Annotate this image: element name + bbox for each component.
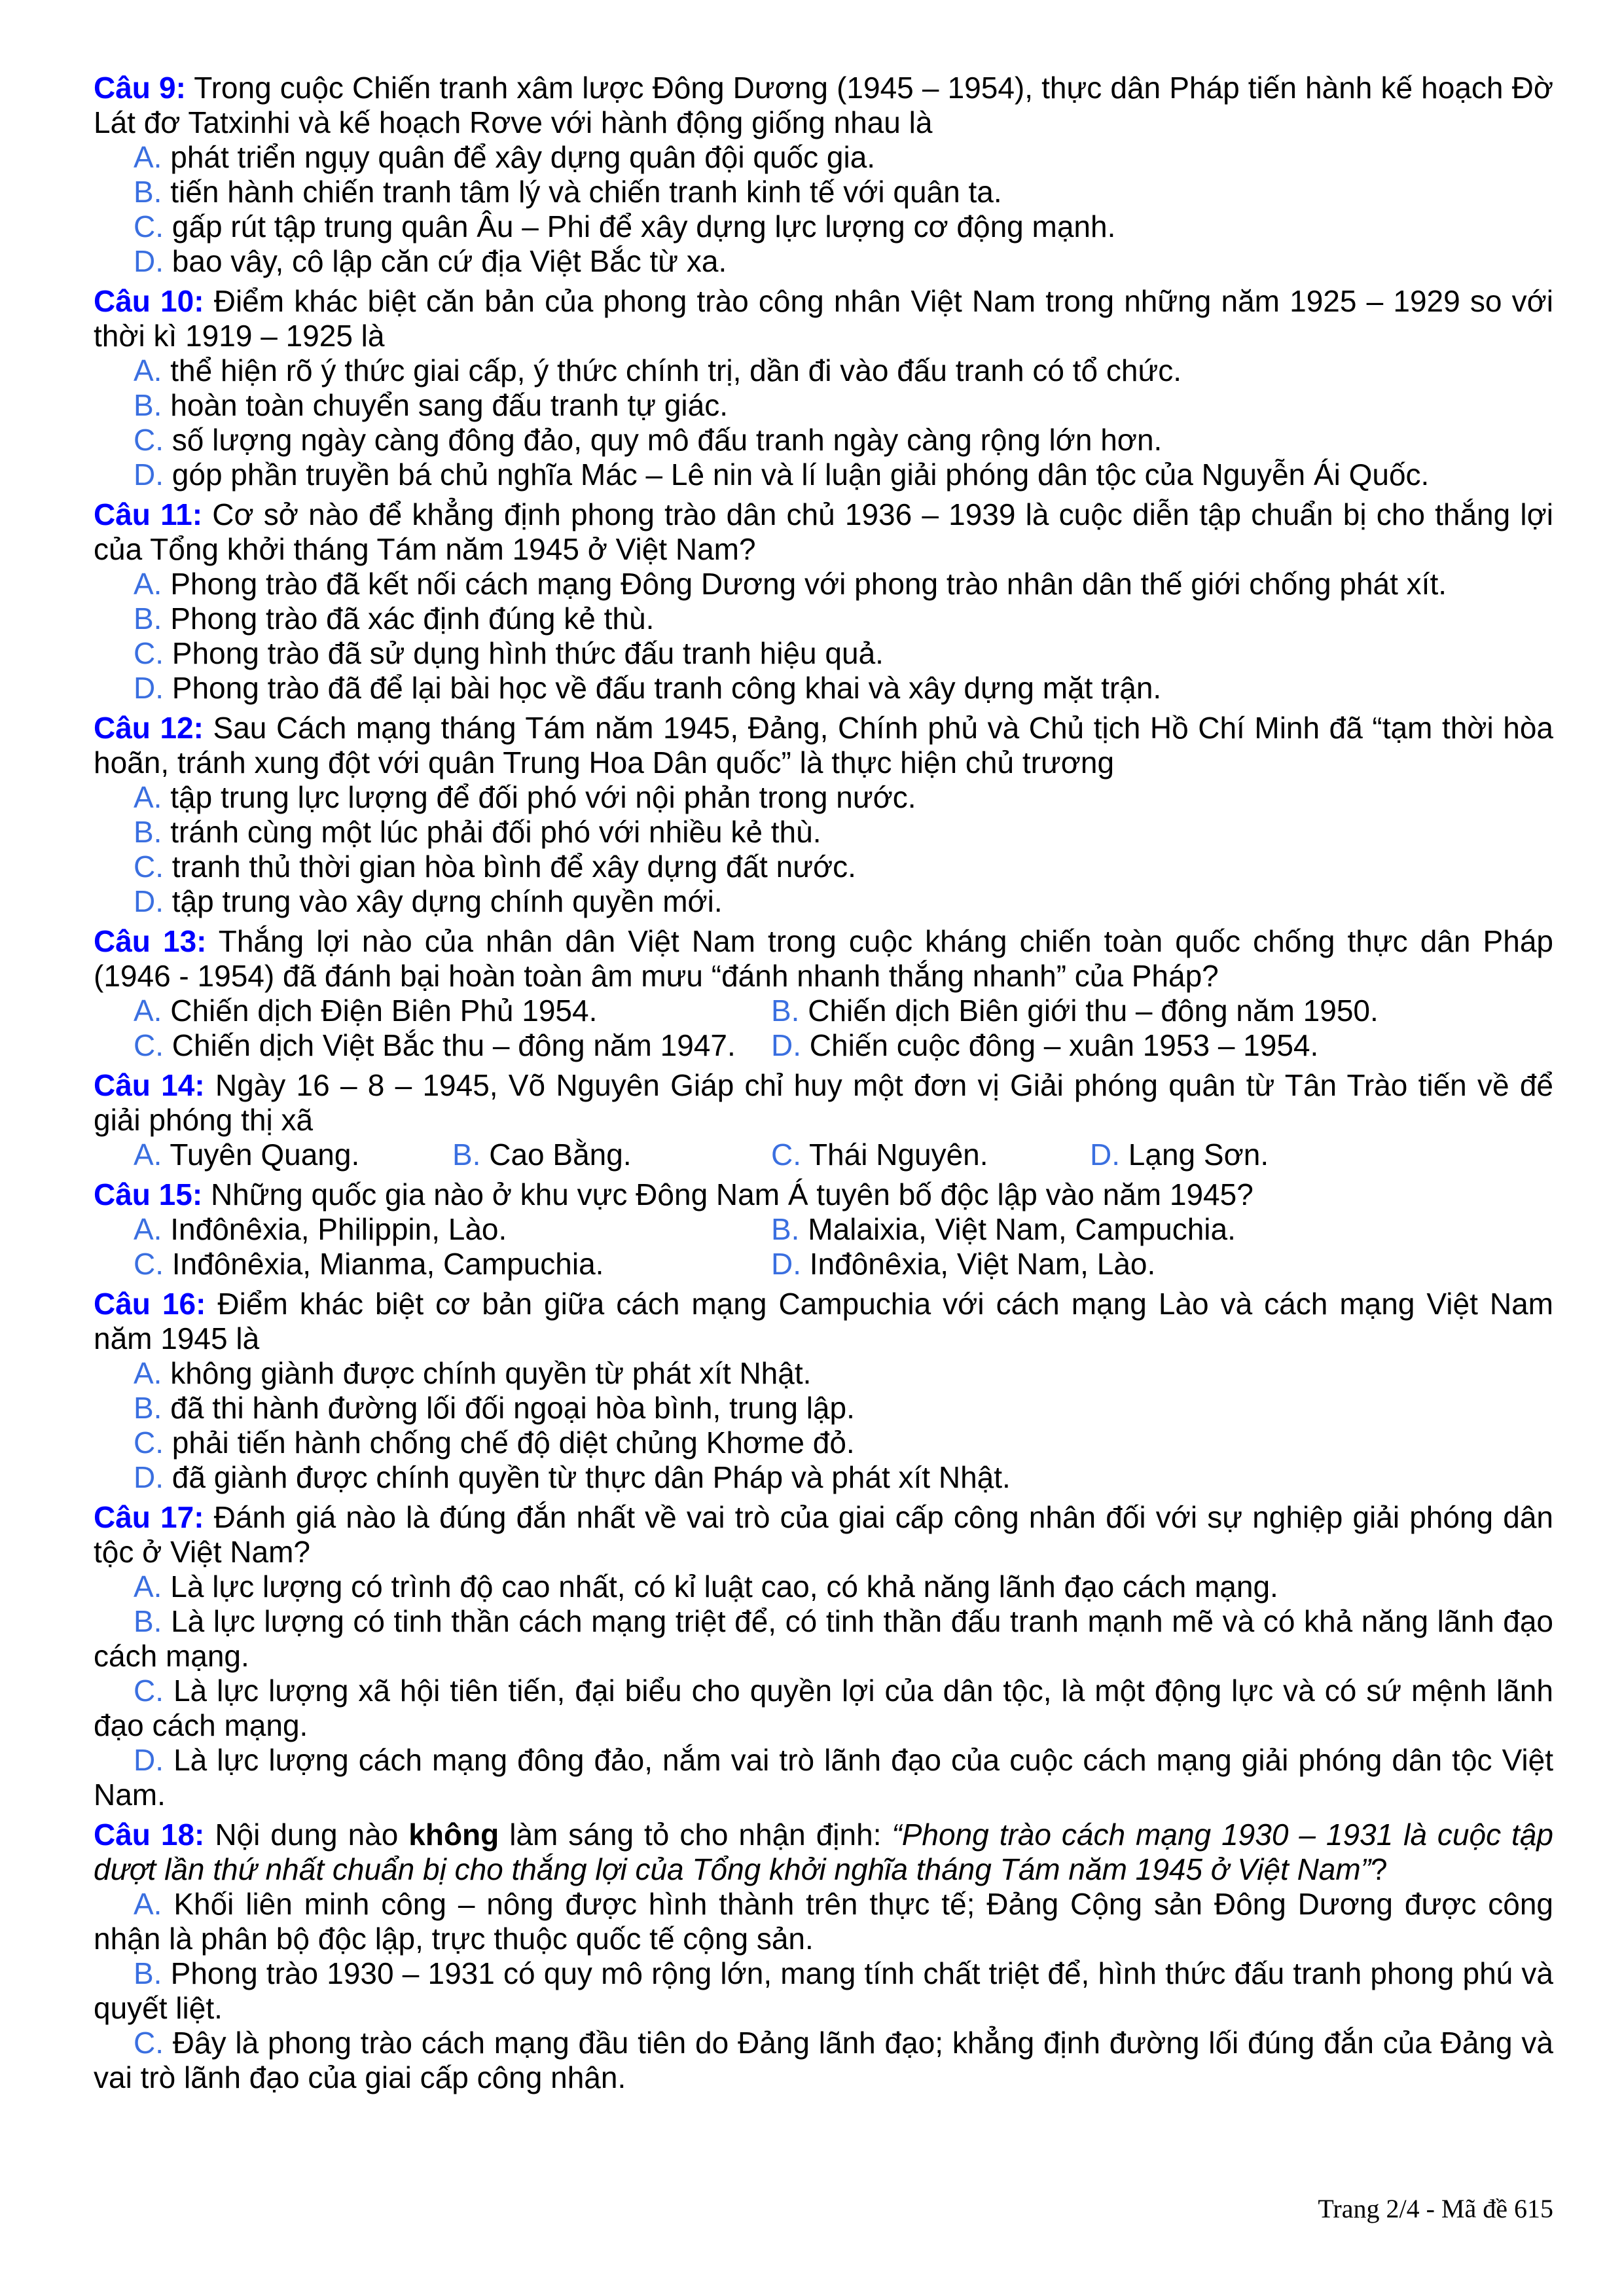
option-text: Inđônêxia, Mianma, Campuchia. xyxy=(171,1247,604,1281)
option-letter: D. xyxy=(134,1743,164,1777)
option-d xyxy=(94,1460,1553,1495)
option-text: đã thi hành đường lối đối ngoại hòa bình, trung lập. xyxy=(170,1391,855,1425)
option-letter: C. xyxy=(134,850,164,884)
question-stem xyxy=(94,1068,1553,1138)
option-a xyxy=(94,353,1553,388)
option-text: tiến hành chiến tranh tâm lý và chiến tranh kinh tế với quân ta. xyxy=(170,175,1002,209)
option-text: Phong trào đã sử dụng hình thức đấu tranh hiệu quả. xyxy=(171,636,884,670)
option-letter: A. xyxy=(134,1138,162,1172)
option-c xyxy=(771,1138,1090,1172)
option-letter: C. xyxy=(134,636,164,670)
option-letter: C. xyxy=(134,2026,164,2060)
option-letter: A. xyxy=(134,994,162,1028)
option-letter: C. xyxy=(134,423,164,457)
option-c xyxy=(94,2026,1553,2095)
question-number: Câu 15: xyxy=(94,1177,203,1211)
option-letter: C. xyxy=(134,209,164,243)
option-letter: B. xyxy=(134,815,162,849)
question-emphasis: không xyxy=(408,1818,499,1852)
question-text: Nội dung nào xyxy=(215,1818,409,1852)
option-c xyxy=(94,636,1553,671)
option-letter: A. xyxy=(134,140,162,174)
option-text: phải tiến hành chống chế độ diệt chủng Khơme đỏ. xyxy=(171,1426,855,1460)
option-text: Tuyên Quang. xyxy=(170,1138,360,1172)
option-text: tập trung vào xây dựng chính quyền mới. xyxy=(171,884,723,918)
option-text: Phong trào đã để lại bài học về đấu tranh công khai và xây dựng mặt trận. xyxy=(171,671,1162,705)
option-text: Chiến cuộc đông – xuân 1953 – 1954. xyxy=(809,1028,1319,1062)
option-text: Khối liên minh công – nông được hình thành trên thực tế; Đảng Cộng sản Đông Dương được công nhận là phân bộ độc lập, trực thuộc quốc tế cộng sản. xyxy=(94,1887,1553,1956)
option-letter: A. xyxy=(134,567,162,601)
option-letter: B. xyxy=(134,1391,162,1425)
question-12 xyxy=(94,711,1553,919)
option-text: Phong trào 1930 – 1931 có quy mô rộng lớn, mang tính chất triệt để, hình thức đấu tranh phong phú và quyết liệt. xyxy=(94,1956,1553,2025)
question-number: Câu 9: xyxy=(94,71,186,105)
exam-page xyxy=(94,71,1553,2095)
option-text: Chiến dịch Điện Biên Phủ 1954. xyxy=(170,994,598,1028)
question-text: Đánh giá nào là đúng đắn nhất về vai trò của giai cấp công nhân đối với sự nghiệp giải phóng dân tộc ở Việt Nam? xyxy=(94,1500,1554,1569)
option-text: gấp rút tập trung quân Âu – Phi để xây dựng lực lượng cơ động mạnh. xyxy=(171,209,1116,243)
question-number: Câu 14: xyxy=(94,1068,205,1102)
question-number: Câu 17: xyxy=(94,1500,204,1534)
question-text: Ngày 16 – 8 – 1945, Võ Nguyên Giáp chỉ huy một đơn vị Giải phóng quân từ Tân Trào tiến về để giải phóng thị xã xyxy=(94,1068,1553,1137)
option-letter: B. xyxy=(452,1138,481,1172)
option-letter: A. xyxy=(134,1570,162,1604)
question-stem xyxy=(94,1177,1553,1212)
option-letter: D. xyxy=(134,884,164,918)
option-text: Malaixia, Việt Nam, Campuchia. xyxy=(808,1212,1236,1246)
options-grid xyxy=(94,1138,1553,1172)
option-letter: C. xyxy=(134,1247,164,1281)
option-letter: C. xyxy=(134,1674,164,1708)
option-a xyxy=(134,1138,452,1172)
option-text: số lượng ngày càng đông đảo, quy mô đấu tranh ngày càng rộng lớn hơn. xyxy=(171,423,1163,457)
option-text: Phong trào đã kết nối cách mạng Đông Dương với phong trào nhân dân thế giới chống phát xít. xyxy=(170,567,1447,601)
option-text: Thái Nguyên. xyxy=(808,1138,988,1172)
question-text: Trong cuộc Chiến tranh xâm lược Đông Dương (1945 – 1954), thực dân Pháp tiến hành kế hoạch Đờ Lát đơ Tatxinhi và kế hoạch Rơve với hành động giống nhau là xyxy=(94,71,1553,139)
question-text: ? xyxy=(1371,1852,1388,1886)
option-text: Là lực lượng cách mạng đông đảo, nắm vai trò lãnh đạo của cuộc cách mạng giải phóng dân tộc Việt Nam. xyxy=(94,1743,1554,1812)
option-letter: B. xyxy=(771,1212,800,1246)
question-9 xyxy=(94,71,1553,279)
options-grid xyxy=(94,994,1553,1063)
option-letter: D. xyxy=(1090,1138,1120,1172)
option-letter: D. xyxy=(771,1028,801,1062)
option-a xyxy=(94,780,1553,815)
option-text: Inđônêxia, Việt Nam, Lào. xyxy=(809,1247,1156,1281)
option-a xyxy=(94,140,1553,175)
option-d xyxy=(771,1028,1553,1063)
option-b xyxy=(94,1956,1553,2026)
option-letter: C. xyxy=(134,1426,164,1460)
question-number: Câu 18: xyxy=(94,1818,205,1852)
option-c xyxy=(94,1674,1553,1743)
option-letter: B. xyxy=(134,388,162,422)
option-a xyxy=(134,1212,771,1247)
option-letter: A. xyxy=(134,1212,162,1246)
option-text: Inđônêxia, Philippin, Lào. xyxy=(170,1212,507,1246)
option-b xyxy=(94,175,1553,209)
option-d xyxy=(94,884,1553,919)
option-text: tranh thủ thời gian hòa bình để xây dựng đất nước. xyxy=(171,850,856,884)
option-letter: A. xyxy=(134,1356,162,1390)
option-letter: B. xyxy=(134,1604,162,1638)
option-d xyxy=(94,457,1553,492)
question-stem xyxy=(94,711,1553,780)
option-letter: B. xyxy=(134,601,162,636)
option-c xyxy=(94,209,1553,244)
question-text: làm sáng tỏ cho nhận định: xyxy=(499,1818,892,1852)
question-number: Câu 10: xyxy=(94,284,204,318)
question-16 xyxy=(94,1287,1553,1495)
options-grid xyxy=(94,1212,1553,1282)
option-text: Đây là phong trào cách mạng đầu tiên do Đảng lãnh đạo; khẳng định đường lối đúng đắn của Đảng và vai trò lãnh đạo của giai cấp công nhân. xyxy=(94,2026,1553,2094)
question-stem xyxy=(94,284,1553,353)
option-letter: A. xyxy=(134,1887,162,1921)
option-text: tập trung lực lượng để đối phó với nội phản trong nước. xyxy=(170,780,916,814)
option-c xyxy=(134,1028,771,1063)
option-d xyxy=(771,1247,1553,1282)
option-b xyxy=(94,1604,1553,1674)
question-number: Câu 13: xyxy=(94,924,207,958)
question-number: Câu 12: xyxy=(94,711,204,745)
question-text: Sau Cách mạng tháng Tám năm 1945, Đảng, Chính phủ và Chủ tịch Hồ Chí Minh đã “tạm thời hòa hoãn, tránh xung đột với quân Trung Hoa Dân quốc” là thực hiện chủ trương xyxy=(94,711,1554,780)
option-letter: B. xyxy=(134,1956,162,1990)
option-letter: B. xyxy=(134,175,162,209)
option-b xyxy=(94,1391,1553,1426)
option-text: hoàn toàn chuyển sang đấu tranh tự giác. xyxy=(170,388,728,422)
option-letter: D. xyxy=(134,671,164,705)
option-letter: D. xyxy=(134,244,164,278)
question-stem xyxy=(94,1500,1553,1570)
option-letter: B. xyxy=(771,994,800,1028)
question-text: Thắng lợi nào của nhân dân Việt Nam trong cuộc kháng chiến toàn quốc chống thực dân Pháp (1946 - 1954) đã đánh bại hoàn toàn âm mưu “đánh nhanh thắng nhanh” của Pháp? xyxy=(94,924,1553,993)
question-stem xyxy=(94,924,1553,994)
option-a xyxy=(94,567,1553,601)
option-letter: D. xyxy=(134,1460,164,1494)
option-a xyxy=(94,1356,1553,1391)
question-stem xyxy=(94,497,1553,567)
option-text: không giành được chính quyền từ phát xít Nhật. xyxy=(170,1356,812,1390)
option-text: thể hiện rõ ý thức giai cấp, ý thức chính trị, dần đi vào đấu tranh có tổ chức. xyxy=(170,353,1182,387)
option-b xyxy=(94,815,1553,850)
option-letter: D. xyxy=(771,1247,801,1281)
page-footer: Trang 2/4 - Mã đề 615 xyxy=(1318,2194,1553,2223)
option-text: Chiến dịch Biên giới thu – đông năm 1950. xyxy=(808,994,1379,1028)
option-b xyxy=(771,1212,1553,1247)
option-text: Là lực lượng có trình độ cao nhất, có kỉ luật cao, có khả năng lãnh đạo cách mạng. xyxy=(170,1570,1278,1604)
option-letter: C. xyxy=(771,1138,801,1172)
option-b xyxy=(452,1138,771,1172)
option-a xyxy=(94,1570,1553,1604)
option-text: Chiến dịch Việt Bắc thu – đông năm 1947. xyxy=(171,1028,736,1062)
option-c xyxy=(94,850,1553,884)
option-text: bao vây, cô lập căn cứ địa Việt Bắc từ xa. xyxy=(171,244,727,278)
option-a xyxy=(134,994,771,1028)
question-number: Câu 16: xyxy=(94,1287,206,1321)
option-d xyxy=(94,1743,1553,1812)
question-text: Những quốc gia nào ở khu vực Đông Nam Á tuyên bố độc lập vào năm 1945? xyxy=(210,1177,1254,1211)
question-stem xyxy=(94,1287,1553,1356)
question-18 xyxy=(94,1818,1553,2095)
question-10 xyxy=(94,284,1553,492)
question-11 xyxy=(94,497,1553,706)
option-letter: A. xyxy=(134,780,162,814)
question-14 xyxy=(94,1068,1553,1172)
option-text: Lạng Sơn. xyxy=(1128,1138,1269,1172)
option-text: Phong trào đã xác định đúng kẻ thù. xyxy=(170,601,655,636)
option-text: Là lực lượng xã hội tiên tiến, đại biểu cho quyền lợi của dân tộc, là một động lực và có sứ mệnh lãnh đạo cách mạng. xyxy=(94,1674,1553,1742)
option-letter: C. xyxy=(134,1028,164,1062)
option-d xyxy=(94,671,1553,706)
option-text: đã giành được chính quyền từ thực dân Pháp và phát xít Nhật. xyxy=(171,1460,1011,1494)
question-text: Điểm khác biệt căn bản của phong trào công nhân Việt Nam trong những năm 1925 – 1929 so với thời kì 1919 – 1925 là xyxy=(94,284,1553,353)
option-c xyxy=(94,1426,1553,1460)
option-letter: D. xyxy=(134,457,164,492)
question-stem xyxy=(94,71,1553,140)
option-text: tránh cùng một lúc phải đối phó với nhiều kẻ thù. xyxy=(170,815,821,849)
question-15 xyxy=(94,1177,1553,1282)
option-b xyxy=(94,601,1553,636)
option-a xyxy=(94,1887,1553,1956)
option-d xyxy=(94,244,1553,279)
question-number: Câu 11: xyxy=(94,497,203,531)
option-letter: A. xyxy=(134,353,162,387)
option-text: Cao Bằng. xyxy=(489,1138,632,1172)
option-d xyxy=(1090,1138,1553,1172)
option-b xyxy=(771,994,1553,1028)
option-text: phát triển ngụy quân để xây dựng quân đội quốc gia. xyxy=(170,140,876,174)
question-17 xyxy=(94,1500,1553,1812)
question-text: Cơ sở nào để khẳng định phong trào dân chủ 1936 – 1939 là cuộc diễn tập chuẩn bị cho thắng lợi của Tổng khởi tháng Tám năm 1945 ở Việt Nam? xyxy=(94,497,1553,566)
question-text: Điểm khác biệt cơ bản giữa cách mạng Campuchia với cách mạng Lào và cách mạng Việt Nam năm 1945 là xyxy=(94,1287,1553,1355)
question-13 xyxy=(94,924,1553,1063)
option-c xyxy=(94,423,1553,457)
question-quote: “Phong trào cách mạng 1930 – 1931 là cuộc tập dượt lần thứ nhất chuẩn bị cho thắng lợi của Tổng khởi nghĩa tháng Tám năm 1945 ở Việt Nam” xyxy=(94,1818,1553,1886)
option-c xyxy=(134,1247,771,1282)
option-text: Là lực lượng có tinh thần cách mạng triệt để, có tinh thần đấu tranh mạnh mẽ và có khả năng lãnh đạo cách mạng. xyxy=(94,1604,1553,1673)
question-stem xyxy=(94,1818,1553,1887)
option-b xyxy=(94,388,1553,423)
option-text: góp phần truyền bá chủ nghĩa Mác – Lê nin và lí luận giải phóng dân tộc của Nguyễn Ái Quốc. xyxy=(171,457,1430,492)
